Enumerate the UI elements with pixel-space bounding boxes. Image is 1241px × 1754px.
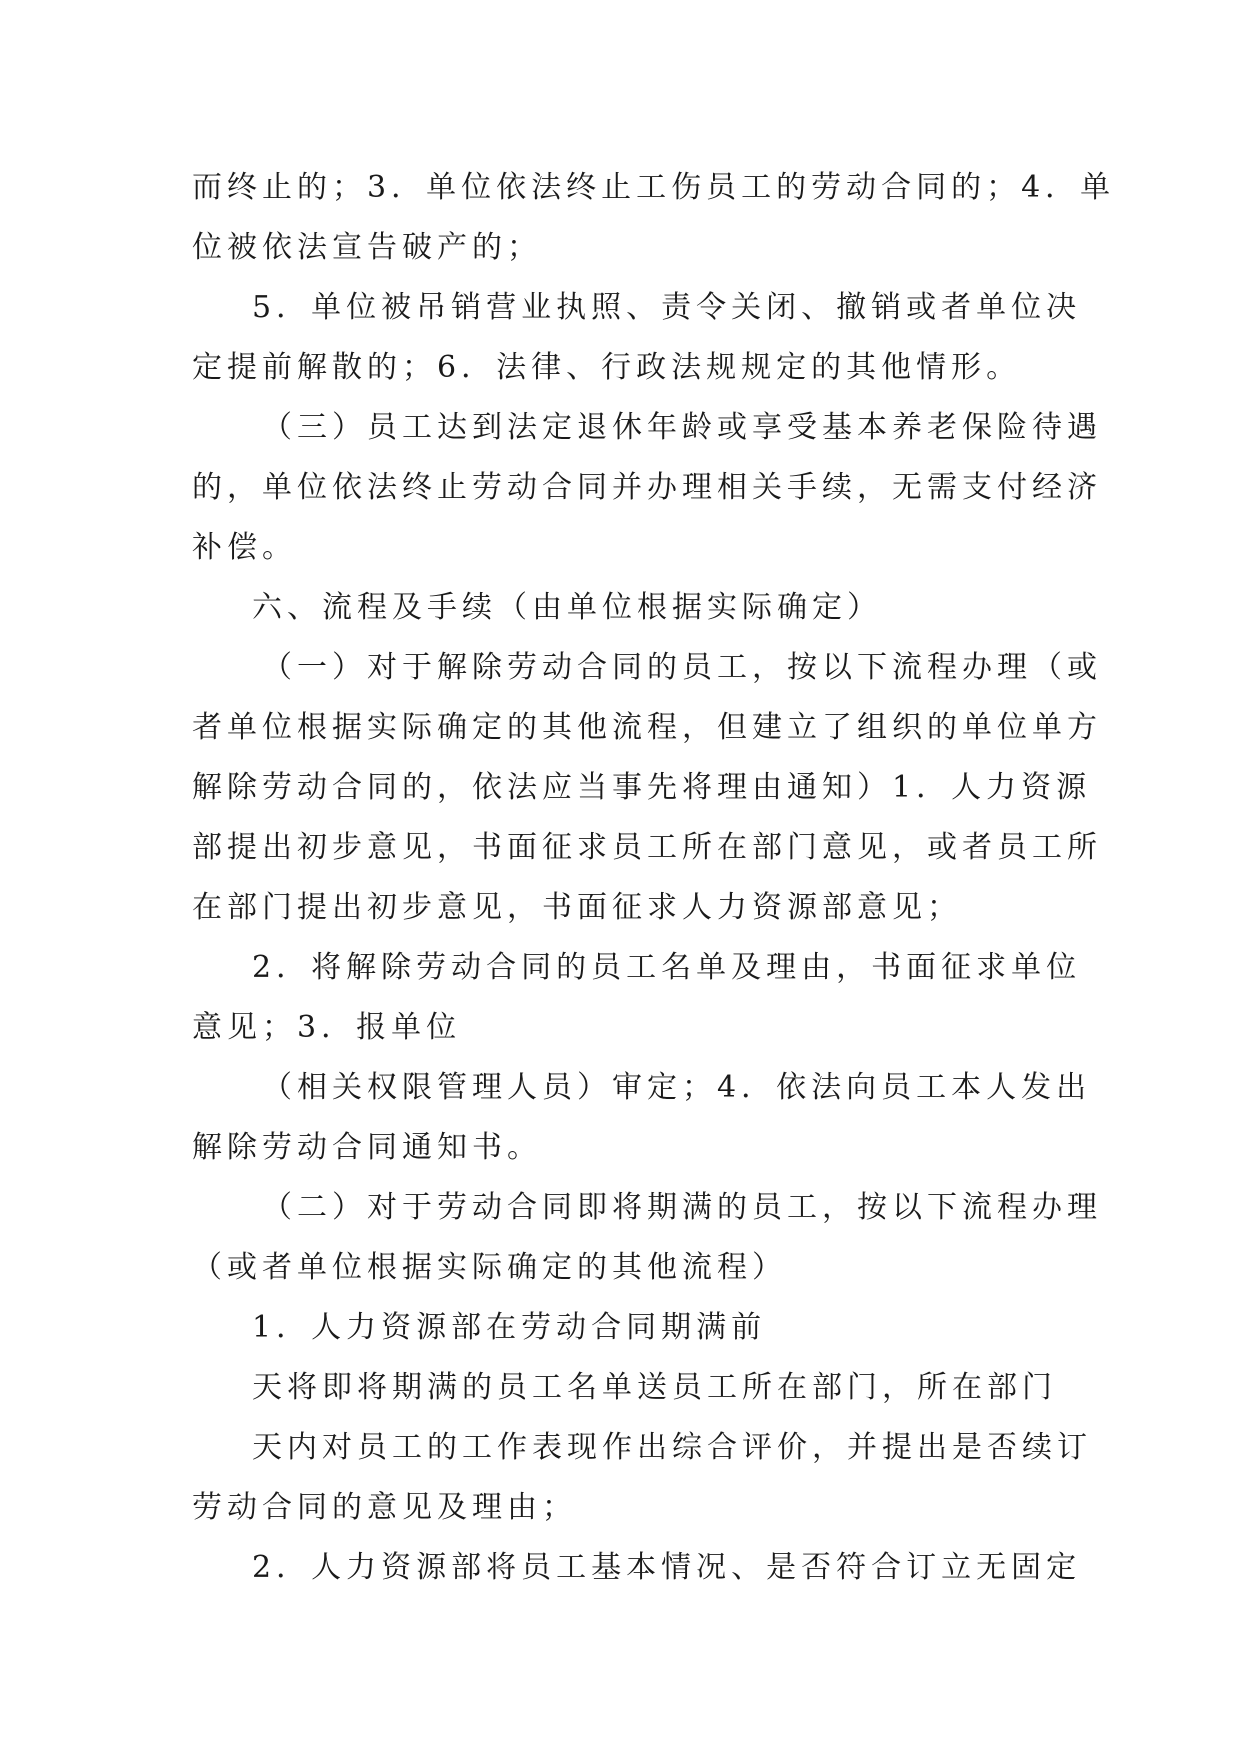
text-line: 天将即将期满的员工名单送员工所在部门，所在部门	[252, 1370, 1057, 1405]
text-line: 1．人力资源部在劳动合同期满前	[252, 1310, 767, 1345]
text-line: 的，单位依法终止劳动合同并办理相关手续，无需支付经济	[192, 470, 1102, 505]
text-line: 部提出初步意见，书面征求员工所在部门意见，或者员工所	[192, 830, 1102, 865]
text-line: （三）员工达到法定退休年龄或享受基本养老保险待遇	[262, 410, 1102, 445]
text-line: 在部门提出初步意见，书面征求人力资源部意见；	[192, 890, 962, 925]
text-line: 解除劳动合同通知书。	[192, 1130, 542, 1165]
text-line: 2．人力资源部将员工基本情况、是否符合订立无固定	[252, 1550, 1082, 1585]
text-line: （相关权限管理人员）审定；4．依法向员工本人发出	[262, 1070, 1092, 1105]
text-line: （一）对于解除劳动合同的员工，按以下流程办理（或	[262, 650, 1102, 685]
text-line: 者单位根据实际确定的其他流程，但建立了组织的单位单方	[192, 710, 1102, 745]
document-body	[192, 158, 1116, 1598]
text-line: 位被依法宣告破产的；	[192, 230, 542, 265]
text-line: 劳动合同的意见及理由；	[192, 1490, 577, 1525]
text-line: 意见；3．报单位	[192, 1010, 462, 1045]
text-line: 补偿。	[192, 530, 297, 565]
text-line: 而终止的；3．单位依法终止工伤员工的劳动合同的；4．单	[192, 170, 1116, 205]
text-line: 天内对员工的工作表现作出综合评价，并提出是否续订	[252, 1430, 1092, 1465]
section-heading: 六、流程及手续（由单位根据实际确定）	[252, 590, 882, 625]
text-line: 解除劳动合同的，依法应当事先将理由通知）1．人力资源	[192, 770, 1092, 805]
text-line: （二）对于劳动合同即将期满的员工，按以下流程办理	[262, 1190, 1102, 1225]
text-line: 定提前解散的；6．法律、行政法规规定的其他情形。	[192, 350, 1022, 385]
text-line: （或者单位根据实际确定的其他流程）	[192, 1250, 787, 1285]
text-line: 2．将解除劳动合同的员工名单及理由，书面征求单位	[252, 950, 1082, 985]
text-line: 5．单位被吊销营业执照、责令关闭、撤销或者单位决	[252, 290, 1082, 325]
